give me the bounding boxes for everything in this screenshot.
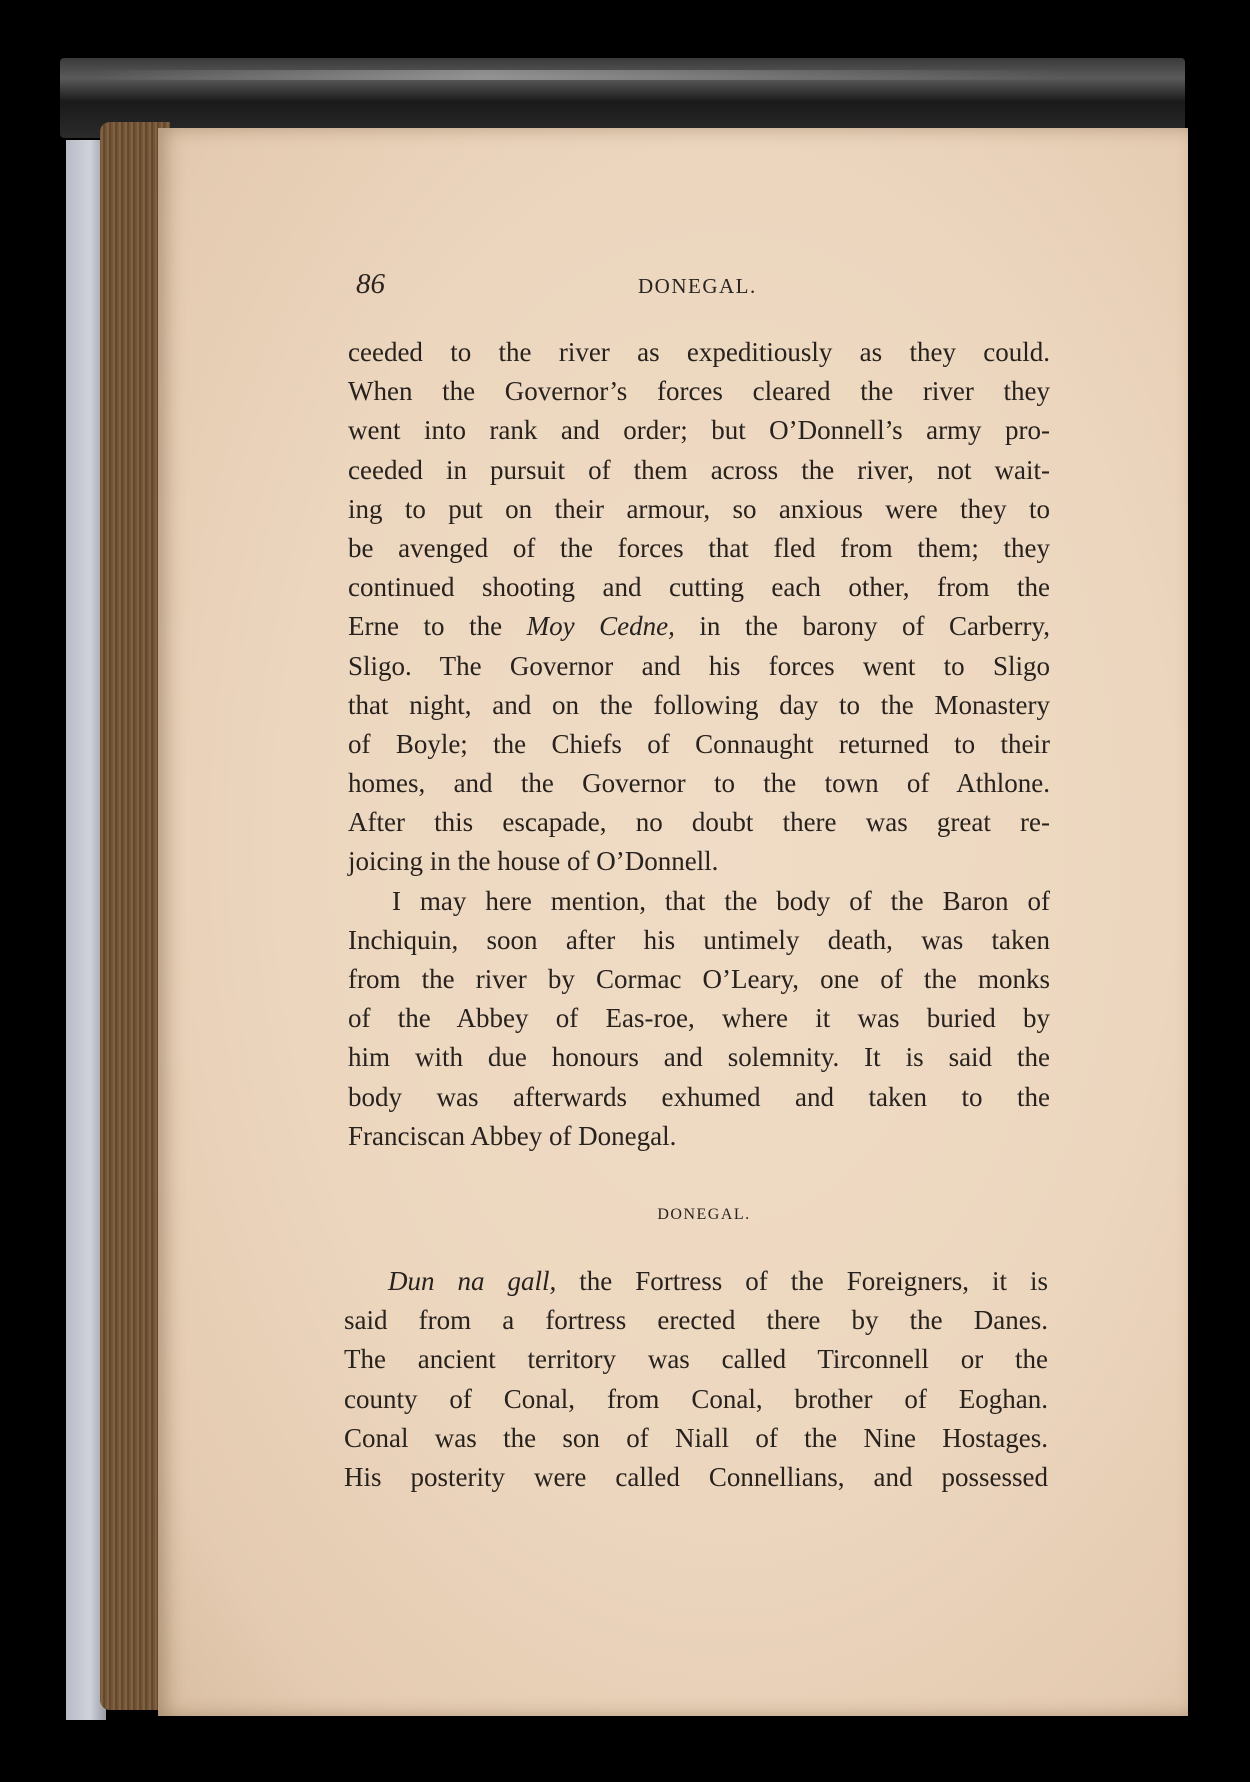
text-line: Inchiquin, soon after his untimely death, was taken bbox=[348, 924, 1050, 955]
text-line: Franciscan Abbey of Donegal. bbox=[348, 1120, 677, 1151]
running-head: DONEGAL. bbox=[638, 274, 757, 298]
text-line: him with due honours and solemnity. It is said the bbox=[348, 1042, 1050, 1073]
body-text-section bbox=[344, 1262, 1048, 1497]
page-header bbox=[158, 268, 1188, 308]
text-line: His posterity were called Connellians, and possessed bbox=[344, 1461, 1048, 1492]
text-line: I may here mention, that the body of the Baron of bbox=[392, 885, 1050, 916]
text-span: the Fortress of the Foreigners, it is bbox=[579, 1266, 1048, 1296]
text-line: Conal was the son of Niall of the Nine Hostages. bbox=[344, 1422, 1048, 1453]
text-span: Erne to the bbox=[348, 611, 503, 642]
text-span: in the barony of Carberry, bbox=[699, 611, 1050, 642]
text-line: homes, and the Governor to the town of Athlone. bbox=[348, 768, 1050, 799]
sleeve-glint bbox=[90, 70, 1070, 80]
section-title: DONEGAL. bbox=[657, 1206, 751, 1223]
text-line bbox=[344, 1262, 1048, 1301]
page-number: 86 bbox=[356, 268, 385, 300]
text-line bbox=[348, 607, 1050, 646]
book-page bbox=[158, 128, 1188, 1716]
text-line: ceeded to the river as expeditiously as they could. bbox=[348, 337, 1050, 367]
text-line: ceeded in pursuit of them across the river, not wait- bbox=[348, 454, 1050, 485]
text-line: that night, and on the following day to the Monastery bbox=[348, 689, 1050, 720]
text-line: of Boyle; the Chiefs of Connaught returned to their bbox=[348, 728, 1050, 759]
text-line: When the Governor’s forces cleared the river they bbox=[348, 376, 1050, 407]
text-line: body was afterwards exhumed and taken to the bbox=[348, 1081, 1050, 1112]
text-line: joicing in the house of O’Donnell. bbox=[348, 846, 719, 877]
text-line: said from a fortress erected there by the Danes. bbox=[344, 1305, 1048, 1336]
text-line: Sligo. The Governor and his forces went to Sligo bbox=[348, 650, 1050, 681]
body-text bbox=[348, 333, 1050, 1156]
text-line: continued shooting and cutting each other, from the bbox=[348, 572, 1050, 603]
text-line: ing to put on their armour, so anxious were they to bbox=[348, 493, 1050, 524]
text-line: went into rank and order; but O’Donnell’s army pro- bbox=[348, 415, 1050, 446]
text-line: county of Conal, from Conal, brother of Eoghan. bbox=[344, 1383, 1048, 1414]
place-name-italic: Moy Cedne, bbox=[526, 611, 675, 642]
section-heading bbox=[158, 1206, 1188, 1224]
text-line: After this escapade, no doubt there was great re- bbox=[348, 807, 1050, 838]
text-line: The ancient territory was called Tirconnell or the bbox=[344, 1344, 1048, 1375]
text-line: of the Abbey of Eas-roe, where it was buried by bbox=[348, 1003, 1050, 1034]
place-name-italic: Dun na gall, bbox=[388, 1266, 557, 1296]
text-line: be avenged of the forces that fled from them; they bbox=[348, 532, 1050, 563]
text-line: from the river by Cormac O’Leary, one of the monks bbox=[348, 964, 1050, 994]
